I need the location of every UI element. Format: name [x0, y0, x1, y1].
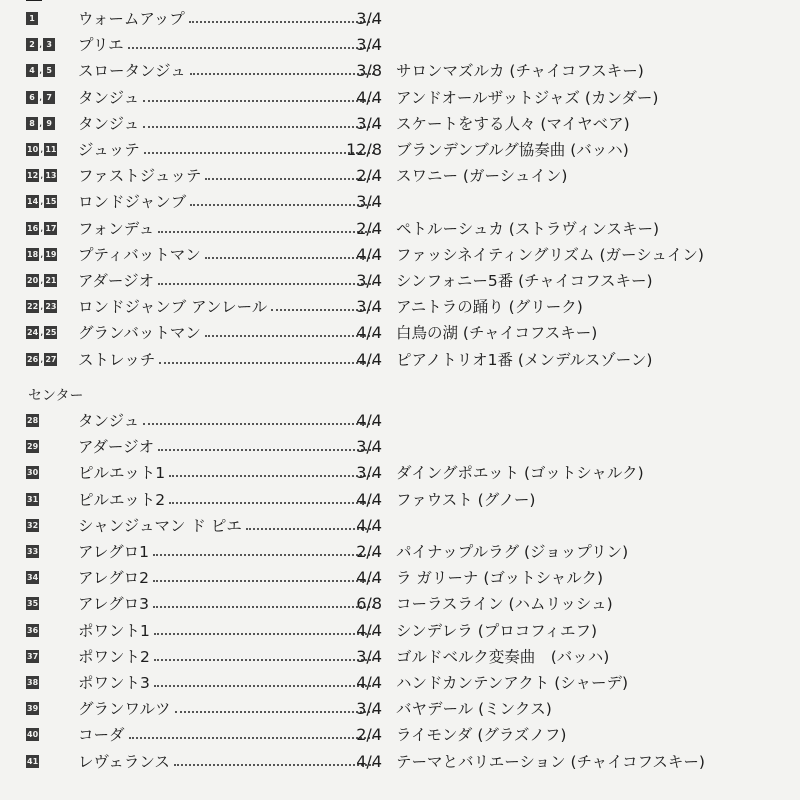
track-number-badges [26, 12, 38, 25]
exercise-name-leader [78, 543, 378, 561]
track-number-badges [26, 300, 57, 313]
time-signature: 3/4 [356, 297, 382, 317]
time-signature: 4/4 [356, 568, 382, 588]
track-number-badges [26, 117, 55, 130]
dot-leader [154, 685, 374, 687]
exercise-name-leader [78, 700, 378, 718]
track-number-badges [26, 353, 57, 366]
track-number-badge: 6 [26, 91, 38, 104]
track-number-badge: 40 [27, 730, 39, 740]
track-row [0, 408, 800, 434]
track-row [0, 487, 800, 513]
time-signature: 3/4 [356, 271, 382, 290]
badge-separator: , [40, 353, 44, 365]
exercise-name: アダージオ [78, 272, 155, 290]
track-number-badge: 8 [26, 117, 38, 130]
track-number-badges [26, 169, 57, 182]
badge-separator: , [39, 65, 43, 77]
track-number-badges [26, 650, 39, 663]
track-number-badge: 35 [27, 599, 39, 609]
dot-leader [190, 204, 374, 206]
time-signature: 3/4 [356, 9, 382, 28]
time-signature: 4/4 [356, 411, 382, 430]
track-number-badge: 11 [45, 145, 57, 154]
time-signature: 3/4 [356, 646, 382, 666]
music-title: ブランデンブルグ協奏曲 (バッハ) [396, 141, 629, 159]
time-signature: 4/4 [356, 323, 382, 343]
music-title: シンフォニー5番 (チャイコフスキー) [396, 272, 653, 290]
track-number-badges [26, 38, 55, 51]
music-title: ダイングポエット (ゴットシャルク) [396, 464, 644, 483]
track-number-badge: 25 [45, 328, 57, 338]
exercise-name-leader [78, 141, 378, 159]
badge-separator: , [40, 196, 44, 208]
track-row [0, 644, 800, 670]
exercise-name: タンジュ [78, 412, 140, 430]
exercise-name: アレグロ1 [78, 543, 149, 561]
exercise-name-leader [78, 246, 378, 264]
track-number-badges [26, 64, 55, 77]
track-number-badge: 9 [43, 117, 55, 130]
track-row [0, 696, 800, 722]
exercise-name-leader [78, 438, 378, 456]
dot-leader [246, 528, 374, 530]
track-row [0, 32, 800, 58]
track-row [0, 58, 800, 84]
track-number-badges [26, 274, 57, 287]
header-fragment [26, 0, 42, 1]
exercise-name-leader [78, 193, 378, 211]
dot-leader [189, 21, 374, 23]
time-signature: 3/4 [356, 437, 382, 457]
time-signature: 4/4 [356, 515, 382, 535]
track-number-badge: 28 [27, 416, 39, 425]
exercise-name-leader [78, 753, 378, 771]
exercise-name: アダージオ [78, 438, 155, 457]
track-number-badges [26, 195, 57, 208]
track-number-badges [26, 440, 39, 453]
track-number-badges [26, 143, 57, 156]
exercise-name: ウォームアップ [78, 10, 185, 28]
dot-leader [129, 737, 374, 739]
badge-separator: , [40, 144, 44, 155]
track-number-badges [26, 466, 39, 479]
track-number-badge: 31 [27, 494, 39, 504]
track-number-badges [26, 571, 39, 584]
dot-leader [158, 283, 374, 285]
track-row [0, 294, 800, 320]
exercise-name-leader [78, 674, 378, 692]
exercise-name-leader [78, 351, 378, 369]
dot-leader [158, 449, 374, 451]
track-number-badges [26, 91, 55, 104]
exercise-name: アレグロ2 [78, 569, 149, 588]
track-number-badge: 3 [43, 38, 55, 51]
exercise-name-leader [78, 115, 378, 133]
music-title: サロンマズルカ (チャイコフスキー) [396, 62, 644, 81]
dot-leader [158, 231, 374, 233]
dot-leader [143, 126, 374, 128]
track-number-badge: 10 [27, 145, 39, 154]
exercise-name: ピルエット2 [78, 490, 166, 509]
exercise-name: ストレッチ [78, 350, 156, 369]
track-number-badge: 26 [27, 354, 39, 364]
exercise-name: タンジュ [78, 88, 140, 107]
track-number-badge: 39 [27, 704, 39, 714]
dot-leader [175, 711, 374, 713]
dot-leader [159, 362, 374, 364]
track-row [0, 137, 800, 163]
exercise-name-leader [78, 298, 378, 316]
track-number-badge: 24 [27, 328, 39, 338]
dot-leader [144, 152, 374, 154]
exercise-name: プティバットマン [78, 245, 201, 264]
track-number-badge: 20 [27, 276, 39, 285]
time-signature: 6/8 [356, 594, 382, 614]
exercise-name-leader [78, 89, 378, 107]
track-number-badges [26, 755, 39, 768]
track-number-badges [26, 414, 39, 427]
time-signature: 4/4 [356, 620, 382, 640]
badge-separator: , [40, 248, 44, 260]
track-row [0, 189, 800, 215]
track-number-badges [26, 493, 39, 506]
track-row [0, 163, 800, 189]
track-row [0, 85, 800, 111]
track-number-badge: 18 [27, 249, 39, 259]
time-signature: 4/4 [356, 87, 382, 107]
exercise-name: ピルエット1 [78, 464, 166, 483]
exercise-name-leader [78, 595, 378, 613]
exercise-name: シャンジュマン ド ピエ [78, 516, 242, 535]
music-title: テーマとバリエーション (チャイコフスキー) [396, 752, 705, 771]
track-number-badge: 1 [26, 12, 38, 25]
track-number-badges [26, 597, 39, 610]
time-signature: 2/4 [356, 542, 382, 561]
dot-leader [143, 100, 374, 102]
time-signature: 2/4 [356, 218, 382, 238]
time-signature: 4/4 [356, 349, 382, 369]
time-signature: 2/4 [356, 166, 382, 186]
track-row [0, 347, 800, 373]
music-title: 白鳥の湖 (チャイコフスキー) [396, 324, 598, 343]
badge-separator: , [40, 275, 44, 286]
time-signature: 3/8 [356, 61, 382, 81]
dot-leader [169, 475, 374, 477]
track-number-badge: 2 [26, 38, 38, 51]
exercise-name: プリエ [78, 36, 124, 55]
music-title: ペトルーシュカ (ストラヴィンスキー) [396, 219, 660, 238]
exercise-name-leader [78, 10, 378, 28]
dot-leader [169, 502, 374, 504]
exercise-name-leader [78, 464, 378, 482]
time-signature: 3/4 [356, 463, 382, 483]
badge-separator: , [40, 327, 44, 339]
track-number-badge: 4 [26, 64, 38, 77]
track-number-badge: 13 [45, 171, 57, 181]
music-title: ファウスト (グノー) [396, 490, 536, 509]
exercise-name-leader [78, 36, 378, 54]
track-row [0, 268, 800, 294]
dot-leader [205, 335, 374, 337]
track-number-badges [26, 624, 39, 637]
exercise-name-leader [78, 272, 378, 290]
dot-leader [205, 178, 374, 180]
track-number-badge: 15 [45, 197, 57, 207]
exercise-name: グランバットマン [78, 324, 201, 343]
track-number-badge: 21 [45, 276, 57, 285]
track-number-badges [26, 519, 39, 532]
music-title: ピアノトリオ1番 (メンデルスゾーン) [396, 350, 653, 369]
exercise-name: ロンドジャンブ [78, 193, 187, 212]
track-row [0, 216, 800, 242]
track-row [0, 111, 800, 137]
track-number-badge: 29 [27, 442, 39, 452]
track-row [0, 749, 800, 775]
exercise-name: ポワント1 [78, 621, 150, 640]
dot-leader [153, 554, 374, 556]
music-title: アニトラの踊り (グリーク) [396, 298, 583, 317]
track-number-badges [26, 326, 57, 339]
track-number-badges [26, 545, 39, 558]
dot-leader [153, 606, 374, 608]
music-title: アンドオールザットジャズ (カンダー) [396, 88, 659, 107]
track-number-badge: 5 [43, 64, 55, 77]
track-row [0, 670, 800, 696]
time-signature: 3/4 [356, 35, 382, 55]
time-signature: 4/4 [356, 673, 382, 692]
music-title: ファッシネイティングリズム (ガーシュイン) [396, 245, 704, 264]
track-number-badges [26, 222, 57, 235]
dot-leader [154, 659, 374, 661]
dot-leader [190, 73, 374, 75]
badge-separator: , [40, 170, 44, 182]
time-signature: 12/8 [346, 140, 382, 159]
exercise-name-leader [78, 726, 378, 744]
track-number-badge: 37 [27, 651, 39, 661]
track-row [0, 460, 800, 486]
music-title: ハンドカンテンアクト (シャーデ) [396, 674, 629, 692]
exercise-name: ポワント2 [78, 647, 150, 666]
time-signature: 3/4 [356, 699, 382, 719]
track-row [0, 434, 800, 460]
time-signature: 2/4 [356, 725, 382, 745]
badge-separator: , [39, 39, 43, 51]
time-signature: 4/4 [356, 489, 382, 509]
section-title-center: センター [28, 388, 84, 404]
exercise-name-leader [78, 648, 378, 666]
exercise-name: コーダ [78, 726, 125, 745]
track-number-badge: 23 [45, 302, 57, 312]
dot-leader [128, 47, 374, 49]
music-title: ゴルドベルク変奏曲 (バッハ) [396, 647, 610, 666]
track-number-badge: 34 [27, 573, 39, 583]
track-number-badge: 32 [27, 520, 39, 530]
exercise-name: アレグロ3 [78, 595, 149, 614]
track-row [0, 6, 800, 32]
badge-separator: , [40, 301, 44, 313]
music-title: ラ ガリーナ (ゴットシャルク) [396, 569, 604, 588]
track-row [0, 618, 800, 644]
exercise-name: ファストジュッテ [78, 167, 202, 186]
music-title: バヤデール (ミンクス) [396, 700, 552, 719]
exercise-name: ロンドジャンブ アンレール [78, 298, 268, 317]
exercise-name-leader [78, 491, 378, 509]
badge-separator: , [39, 91, 43, 103]
music-title: スワニー (ガーシュイン) [396, 167, 568, 186]
dot-leader [154, 633, 374, 635]
track-number-badges [26, 248, 57, 261]
badge-separator: , [40, 222, 44, 234]
track-number-badge: 36 [27, 625, 39, 635]
exercise-name: タンジュ [78, 114, 140, 133]
track-row [0, 513, 800, 539]
time-signature: 4/4 [356, 751, 382, 771]
track-number-badges [26, 728, 39, 741]
track-number-badge: 14 [27, 197, 39, 207]
exercise-name: グランワルツ [78, 700, 171, 719]
track-number-badges [26, 702, 39, 715]
badge-separator: , [39, 117, 43, 129]
track-row [0, 539, 800, 565]
exercise-name: ジュッテ [78, 141, 140, 159]
exercise-name-leader [78, 62, 378, 80]
track-number-badge: 17 [45, 223, 57, 233]
track-row [0, 242, 800, 268]
track-row [0, 722, 800, 748]
track-row [0, 591, 800, 617]
exercise-name-leader [78, 412, 378, 430]
exercise-name: レヴェランス [78, 752, 170, 771]
time-signature: 4/4 [356, 244, 382, 264]
track-number-badge: 22 [27, 302, 39, 312]
exercise-name-leader [78, 220, 378, 238]
exercise-name-leader [78, 517, 378, 535]
track-number-badge: 27 [45, 354, 57, 364]
time-signature: 3/4 [356, 113, 382, 133]
exercise-name-leader [78, 622, 378, 640]
track-number-badges [26, 676, 39, 689]
time-signature: 3/4 [356, 192, 382, 212]
track-row [0, 565, 800, 591]
dot-leader [153, 580, 374, 582]
track-number-badge: 41 [27, 756, 39, 766]
music-title: スケートをする人々 (マイヤベア) [396, 114, 630, 133]
track-number-badge: 19 [45, 249, 57, 259]
track-number-badge: 12 [27, 171, 39, 181]
track-number-badge: 16 [27, 223, 39, 233]
track-number-badge: 7 [43, 91, 55, 104]
dot-leader [205, 257, 374, 259]
track-number-badge: 33 [27, 547, 39, 556]
dot-leader [143, 423, 374, 425]
music-title: コーラスライン (ハムリッシュ) [396, 595, 613, 614]
exercise-name-leader [78, 569, 378, 587]
exercise-name-leader [78, 167, 378, 185]
track-number-badge: 30 [27, 468, 39, 478]
track-row [0, 320, 800, 346]
exercise-name-leader [78, 324, 378, 342]
exercise-name: スロータンジュ [78, 62, 186, 81]
exercise-name: フォンデュ [78, 219, 155, 238]
exercise-name: ポワント3 [78, 674, 150, 692]
track-number-badge: 38 [27, 678, 39, 687]
music-title: シンデレラ (プロコフィエフ) [396, 621, 598, 640]
music-title: パイナップルラグ (ジョップリン) [396, 543, 629, 561]
music-title: ライモンダ (グラズノフ) [396, 726, 567, 745]
dot-leader [174, 764, 374, 766]
